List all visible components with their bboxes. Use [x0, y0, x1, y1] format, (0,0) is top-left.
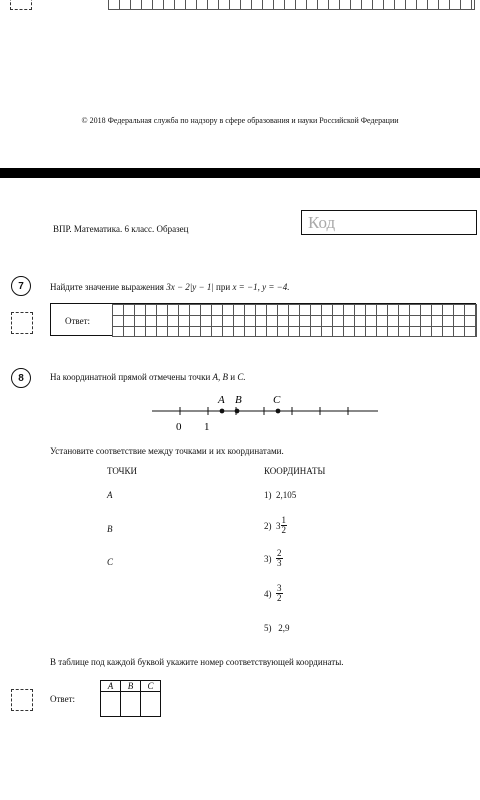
code-label: Код [308, 213, 336, 232]
coord-5-num: 5) [264, 623, 272, 633]
coord-4-fraction [276, 584, 283, 603]
col-points-header: ТОЧКИ [107, 466, 138, 476]
task-7-text-mid: при [216, 282, 231, 292]
top-answer-box[interactable] [10, 0, 32, 10]
task-8-intro-text: На координатной прямой отмечены точки [50, 372, 211, 382]
point-a-item: A [107, 490, 113, 500]
task-8-intro [50, 372, 246, 382]
coord-option-2 [264, 516, 287, 535]
coord-3-fraction [276, 549, 283, 568]
page-divider [0, 168, 480, 178]
point-c-item: C [107, 557, 114, 567]
coord-4-denom: 2 [277, 593, 282, 603]
tick-label-1: 1 [204, 421, 210, 433]
coord-4-num: 4) [264, 588, 272, 599]
answer-cell-c[interactable] [141, 692, 161, 717]
coord-2-fraction [281, 516, 288, 535]
point-c-dot [276, 409, 281, 414]
coord-5-value: 2,9 [278, 623, 290, 633]
copyright-footer: © 2018 Федеральная служба по надзору в сфере образования и науки Российской Федерации [81, 116, 399, 125]
top-answer-grid[interactable] [108, 0, 475, 10]
page-header-title: ВПР. Математика. 6 класс. Образец [53, 224, 189, 234]
tick-label-0: 0 [176, 421, 182, 433]
task-8-score-box[interactable] [11, 689, 33, 711]
coord-option-5 [264, 623, 290, 633]
coord-3-numer: 2 [277, 548, 282, 558]
point-c-label: C [273, 394, 281, 406]
task-7-number-text: 7 [18, 280, 24, 292]
task-7-number [11, 276, 31, 296]
coord-4-numer: 3 [277, 583, 282, 593]
task-8-answer-label: Ответ: [50, 694, 76, 704]
task-8-point-c-inline: C. [237, 372, 246, 382]
answer-cell-b[interactable] [121, 692, 141, 717]
point-a-dot [220, 409, 225, 414]
top-page [0, 0, 480, 170]
task-8-table-instruction: В таблице под каждой буквой укажите номер соответствующей координаты. [50, 657, 344, 667]
code-box[interactable] [301, 210, 477, 235]
answer-header-b: B [121, 681, 141, 692]
coord-3-denom: 3 [277, 558, 282, 568]
coord-option-3 [264, 549, 283, 568]
coord-1-value: 2,105 [276, 490, 297, 500]
coord-option-1 [264, 490, 296, 500]
coord-2-numer: 1 [281, 515, 286, 525]
point-b-label: B [235, 394, 242, 406]
coord-2-num: 2) [264, 520, 272, 531]
task-7-text-before: Найдите значение выражения [50, 282, 164, 292]
col-coords-header: КООРДИНАТЫ [264, 466, 326, 476]
coord-option-4 [264, 584, 283, 603]
answer-header-c: C [141, 681, 161, 692]
point-b-dot [235, 409, 240, 414]
task-8-and: и [230, 372, 236, 382]
coord-1-num: 1) [264, 490, 272, 500]
point-b-item: B [107, 524, 113, 534]
task-7-answer-row [50, 303, 476, 336]
coord-2-denom: 2 [281, 525, 286, 535]
coord-2-whole: 3 [276, 520, 281, 531]
task-8-points-inline: A, B [212, 372, 229, 382]
answer-table-input-row [101, 692, 161, 717]
coord-3-num: 3) [264, 553, 272, 564]
answer-cell-a[interactable] [101, 692, 121, 717]
answer-table-header-row [101, 681, 161, 692]
task-7-answer-grid[interactable] [112, 304, 477, 337]
number-line [140, 390, 400, 440]
task-7-condition: x = −1, y = −4. [232, 282, 290, 292]
task-7-expression: 3x − 2|y − 1| [166, 282, 214, 292]
task-7-score-box[interactable] [11, 312, 33, 334]
task-8-instruction: Установите соответствие между точками и их координатами. [50, 446, 284, 456]
answer-header-a: A [101, 681, 121, 692]
point-a-label: A [218, 394, 225, 406]
task-8-answer-table [100, 680, 161, 717]
task-7-answer-label: Ответ: [65, 316, 91, 326]
task-7-question [50, 282, 289, 292]
task-8-number-text: 8 [18, 372, 24, 384]
task-8-number [11, 368, 31, 388]
